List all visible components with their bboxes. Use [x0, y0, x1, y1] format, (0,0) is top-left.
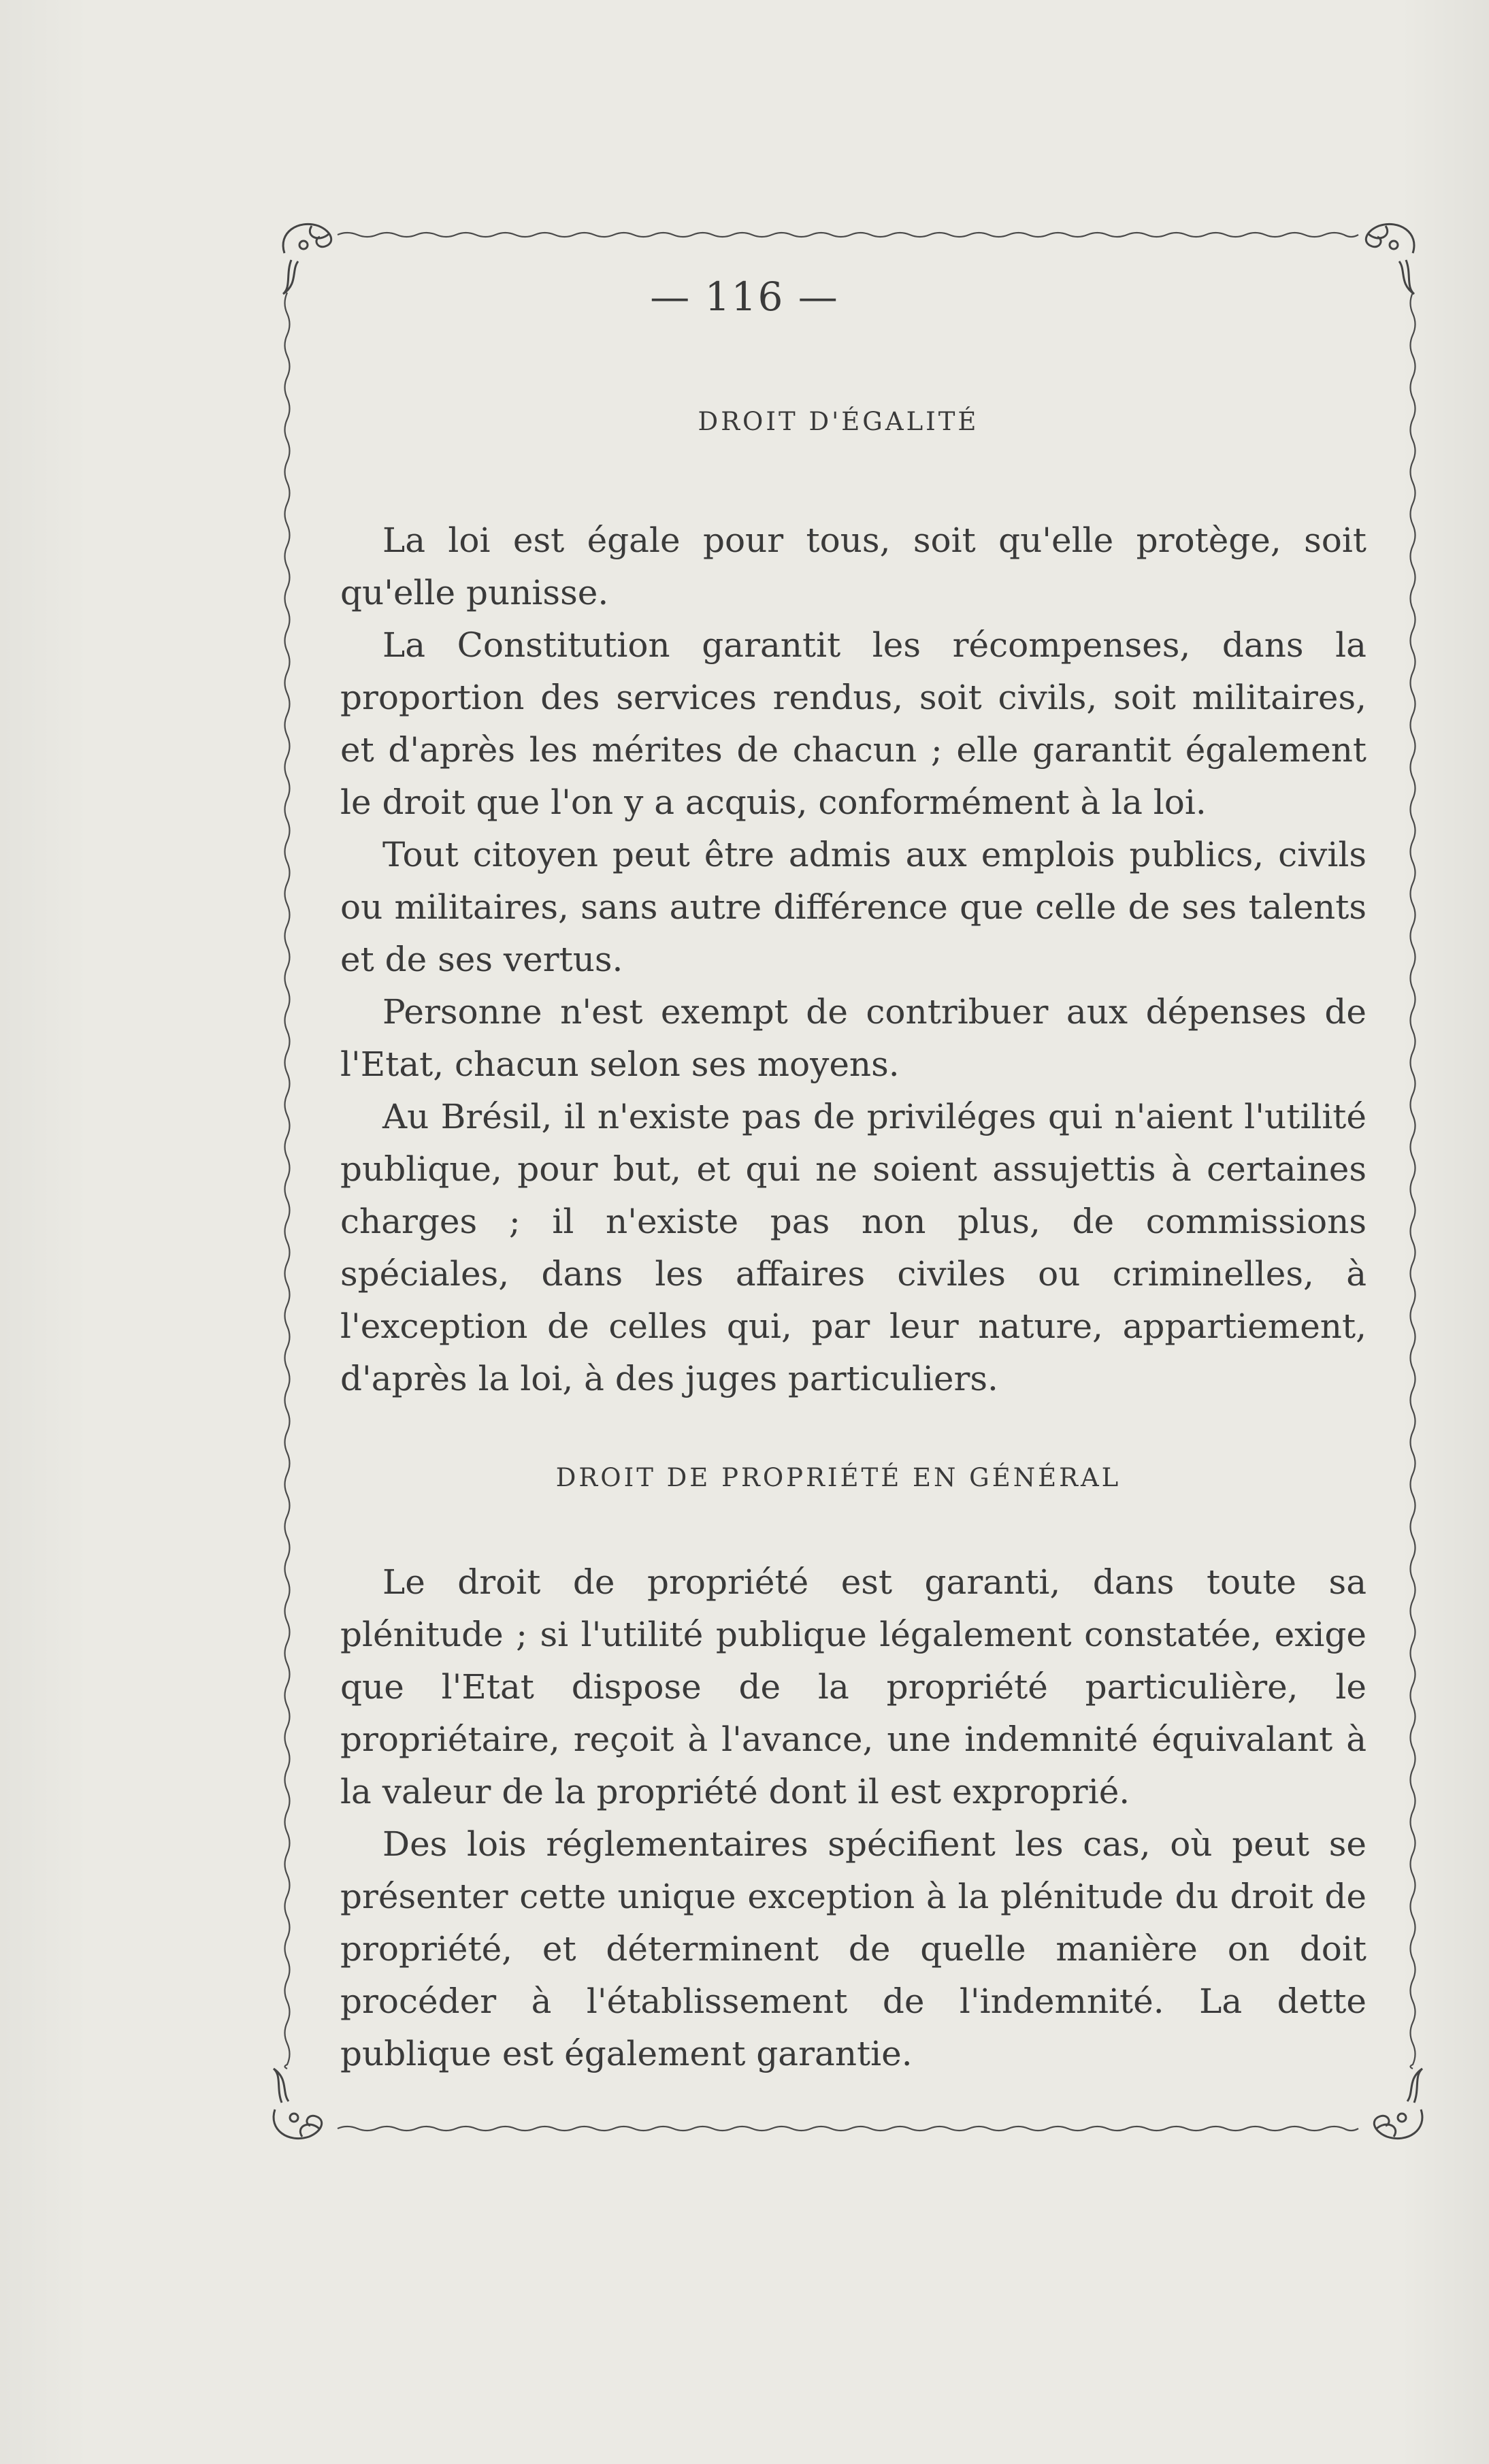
section-body-propriete — [340, 1556, 1367, 2080]
section-body-egalite — [340, 514, 1367, 1405]
paragraph: Des lois réglementaires spécifient les cas, où peut se présenter cette unique exception à la plénitude du droit de propriété, et déterminent de quelle manière on doit procéder à l'établissement de l'indemnité. La dette publique est également garantie. — [340, 1824, 1367, 2073]
paragraph: La loi est égale pour tous, soit qu'elle protège, soit qu'elle punisse. — [340, 521, 1367, 612]
paragraph: La Constitution garantit les récompenses, dans la proportion des services rendus, soit civils, soit militaires, et d'après les mérites de chacun ; elle garantit également le droit que l'on y a acquis, conformément à la loi. — [340, 625, 1367, 822]
paragraph: Tout citoyen peut être admis aux emplois publics, civils ou militaires, sans autre différence que celle de ses talents et de ses vertus. — [340, 835, 1367, 979]
section-heading-propriete: DROIT DE PROPRIÉTÉ EN GÉNÉRAL — [555, 1463, 1122, 1492]
paragraph: Au Brésil, il n'existe pas de priviléges qui n'aient l'utilité publique, pour but, et qui ne soient assujettis à certaines charges ; il n'existe pas non plus, de commissions spéciales, dans les affaires civiles ou criminelles, à l'exception de celles qui, par leur nature, appartiement, d'après la loi, à des juges particuliers. — [340, 1097, 1367, 1398]
paragraph: Personne n'est exempt de contribuer aux dépenses de l'Etat, chacun selon ses moyens. — [340, 992, 1367, 1084]
section-heading-egalite: DROIT D'ÉGALITÉ — [698, 407, 979, 436]
paragraph: Le droit de propriété est garanti, dans toute sa plénitude ; si l'utilité publique légalement constatée, exige que l'Etat dispose de la propriété particulière, le propriétaire, reçoit à l'avance, une indemnité équivalant à la valeur de la propriété dont il est exproprié. — [340, 1562, 1367, 1811]
page-number: — 116 — — [650, 274, 839, 320]
